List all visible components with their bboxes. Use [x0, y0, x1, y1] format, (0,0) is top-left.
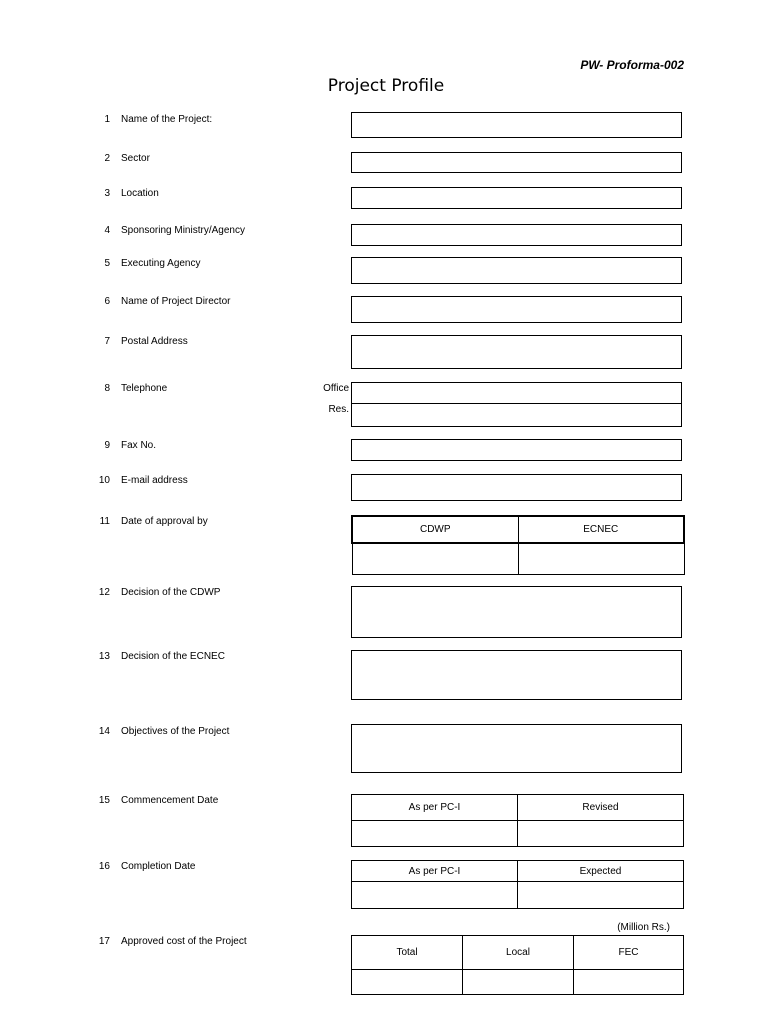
approved-cost-table	[351, 935, 684, 995]
item-number: 14	[98, 726, 110, 737]
cost-local-header: Local	[463, 936, 574, 970]
completion-pc1-cell[interactable]	[352, 882, 518, 909]
telephone-office-field[interactable]	[351, 382, 682, 404]
item-number: 3	[104, 188, 110, 199]
cost-total-header: Total	[352, 936, 463, 970]
objectives-field[interactable]	[351, 724, 682, 773]
item-number: 2	[104, 153, 110, 164]
item-label-approval-date: Date of approval by	[121, 516, 208, 527]
item-number: 6	[104, 296, 110, 307]
item-number: 17	[98, 936, 110, 947]
ecnec-date-cell[interactable]	[518, 543, 684, 574]
item-label-email: E-mail address	[121, 475, 188, 486]
cost-local-cell[interactable]	[463, 970, 574, 995]
item-number: 7	[104, 336, 110, 347]
item-number: 4	[104, 225, 110, 236]
telephone-office-label: Office	[323, 383, 349, 394]
item-number: 8	[104, 383, 110, 394]
item-number: 1	[104, 114, 110, 125]
item-label-commencement: Commencement Date	[121, 795, 219, 806]
completion-pc1-header: As per PC-I	[352, 861, 518, 882]
telephone-res-label: Res.	[328, 404, 349, 415]
cost-fec-cell[interactable]	[574, 970, 684, 995]
completion-expected-cell[interactable]	[518, 882, 684, 909]
item-label-approved-cost: Approved cost of the Project	[121, 936, 247, 947]
item-number: 13	[98, 651, 110, 662]
item-label-location: Location	[121, 188, 159, 199]
project-director-field[interactable]	[351, 296, 682, 323]
sector-field[interactable]	[351, 152, 682, 173]
item-label-project-director: Name of Project Director	[121, 296, 231, 307]
cost-total-cell[interactable]	[352, 970, 463, 995]
item-label-executing-agency: Executing Agency	[121, 258, 201, 269]
commencement-table	[351, 794, 684, 847]
commencement-pc1-cell[interactable]	[352, 821, 518, 847]
telephone-res-field[interactable]	[351, 403, 682, 427]
cdwp-decision-field[interactable]	[351, 586, 682, 638]
project-name-field[interactable]	[351, 112, 682, 138]
item-number: 15	[98, 795, 110, 806]
commencement-pc1-header: As per PC-I	[352, 795, 518, 821]
item-label-project-name: Name of the Project:	[121, 114, 213, 125]
cdwp-date-cell[interactable]	[352, 543, 518, 574]
form-code: PW- Proforma-002	[580, 58, 684, 72]
item-number: 12	[98, 587, 110, 598]
item-label-fax: Fax No.	[121, 440, 157, 451]
item-label-ecnec-decision: Decision of the ECNEC	[121, 651, 225, 662]
item-label-telephone: Telephone	[121, 383, 168, 394]
sponsoring-agency-field[interactable]	[351, 224, 682, 246]
ecnec-header: ECNEC	[518, 516, 684, 543]
postal-address-field[interactable]	[351, 335, 682, 369]
item-number: 9	[104, 440, 110, 451]
item-number: 11	[99, 516, 110, 527]
item-number: 10	[98, 475, 110, 486]
ecnec-decision-field[interactable]	[351, 650, 682, 700]
item-number: 16	[98, 861, 110, 872]
cost-unit-label: (Million Rs.)	[617, 922, 670, 933]
item-label-completion: Completion Date	[121, 861, 196, 872]
item-label-cdwp-decision: Decision of the CDWP	[121, 587, 221, 598]
executing-agency-field[interactable]	[351, 257, 682, 284]
cdwp-header: CDWP	[352, 516, 518, 543]
commencement-revised-header: Revised	[518, 795, 684, 821]
approval-date-table	[351, 515, 685, 575]
item-label-objectives: Objectives of the Project	[121, 726, 230, 737]
item-number: 5	[104, 258, 110, 269]
completion-table	[351, 860, 684, 909]
item-label-postal-address: Postal Address	[121, 336, 188, 347]
item-label-sector: Sector	[121, 153, 150, 164]
completion-expected-header: Expected	[518, 861, 684, 882]
commencement-revised-cell[interactable]	[518, 821, 684, 847]
email-field[interactable]	[351, 474, 682, 501]
cost-fec-header: FEC	[574, 936, 684, 970]
fax-field[interactable]	[351, 439, 682, 461]
page-title: Project Profile	[327, 76, 445, 96]
item-label-sponsoring-agency: Sponsoring Ministry/Agency	[121, 225, 245, 236]
location-field[interactable]	[351, 187, 682, 209]
